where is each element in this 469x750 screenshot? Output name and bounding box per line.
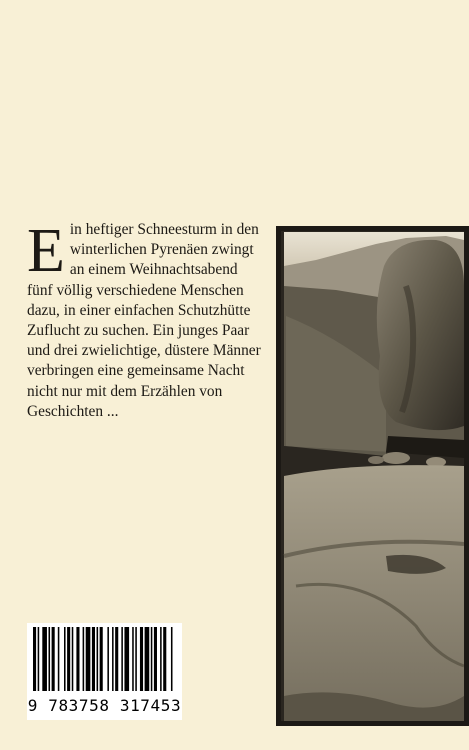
barcode-bar <box>140 627 143 691</box>
barcode-bar <box>86 627 91 691</box>
barcode-bar <box>72 627 74 691</box>
barcode-bar <box>163 627 166 691</box>
barcode-bar <box>76 627 79 691</box>
blurb-text-block <box>27 217 263 422</box>
barcode-bar <box>100 627 103 691</box>
barcode-bar <box>58 627 60 691</box>
barcode-bar <box>52 627 55 691</box>
barcode-bar <box>42 627 47 691</box>
blurb-paragraph: in heftiger Schneesturm in den winterlichen Pyrenäen zwingt an einem Weihnachtsabend fünf völlig verschiedene Menschen dazu, in einer einfachen Schutzhütte Zuflucht zu suchen. Ein junges Paar und drei zwielichtige, düstere Männer verbringen eine gemeinsame Nacht nicht nur mit dem Erzählen von Geschichten ... <box>27 221 261 420</box>
barcode-bar <box>67 627 70 691</box>
barcode-bar <box>154 627 157 691</box>
barcode-bar <box>92 627 95 691</box>
barcode-bar <box>151 627 153 691</box>
barcode-bars <box>27 623 182 695</box>
cover-photo <box>276 226 469 726</box>
isbn-digits: 9 783758 317453 <box>27 696 182 715</box>
barcode-bar <box>83 627 85 691</box>
barcode-bar <box>33 627 36 691</box>
barcode-bar <box>145 627 150 691</box>
barcode-bar <box>132 627 134 691</box>
barcode-bar <box>49 627 51 691</box>
barcode-bar <box>64 627 66 691</box>
barcode-bar <box>107 627 109 691</box>
barcode-bar <box>160 627 162 691</box>
barcode-bar <box>171 627 173 691</box>
barcode-bar <box>115 627 118 691</box>
barcode-bar <box>97 627 99 691</box>
barcode-bar <box>38 627 40 691</box>
barcode-bar <box>124 627 129 691</box>
isbn-barcode <box>27 623 182 720</box>
barcode-bar <box>121 627 123 691</box>
barcode-bar <box>112 627 114 691</box>
drop-cap: E <box>27 217 65 285</box>
barcode-bar <box>135 627 137 691</box>
